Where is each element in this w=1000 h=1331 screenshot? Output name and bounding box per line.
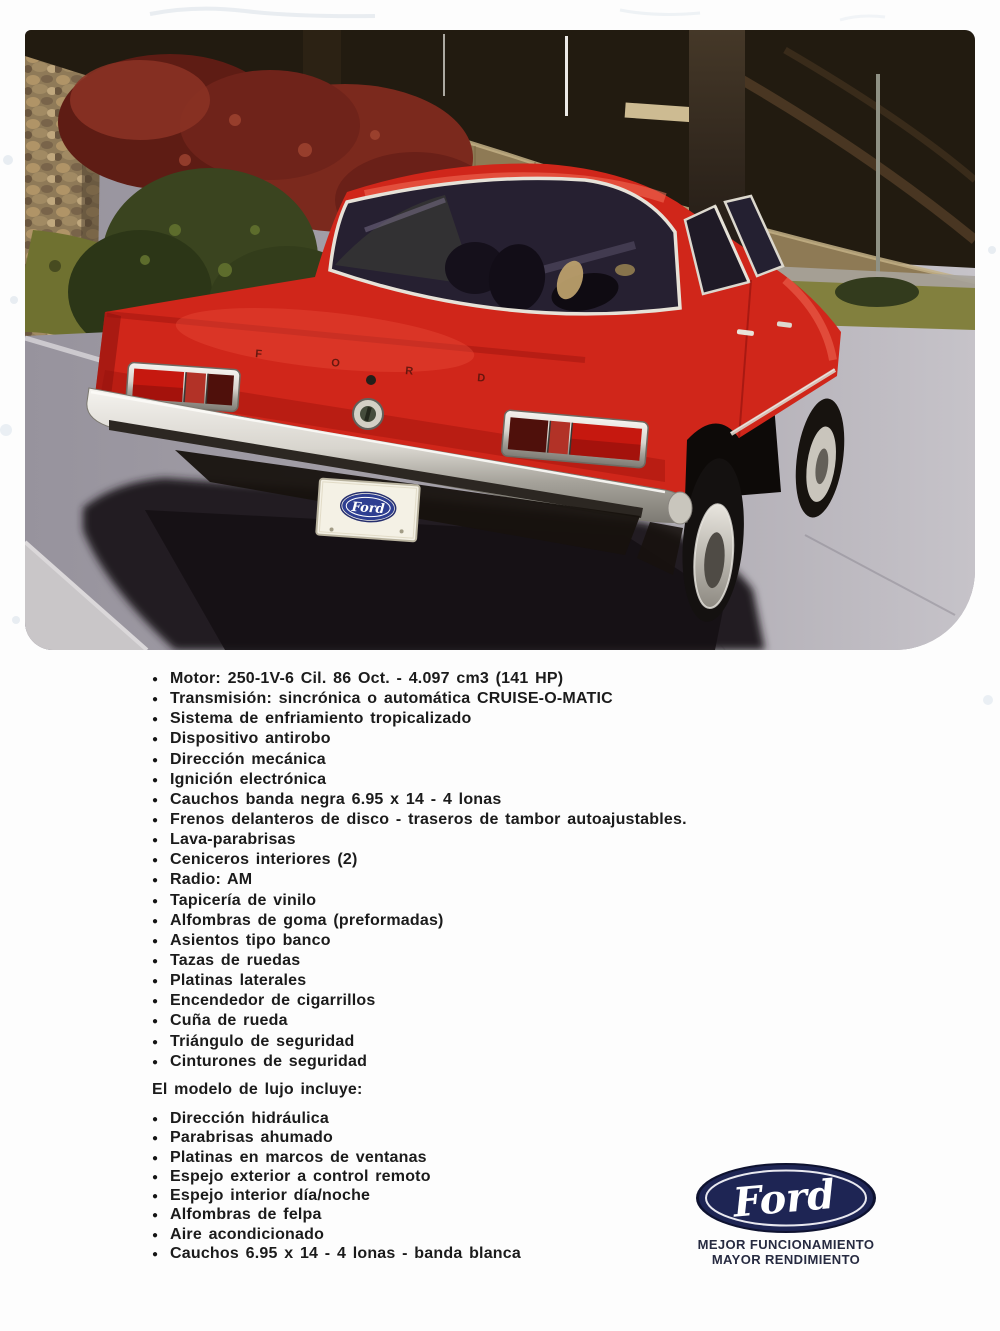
svg-text:R: R bbox=[404, 365, 414, 378]
svg-text:Ford: Ford bbox=[351, 499, 386, 518]
lux-item bbox=[152, 1128, 521, 1147]
spec-item bbox=[152, 911, 687, 931]
lux-item bbox=[152, 1148, 521, 1167]
spec-item bbox=[152, 971, 687, 991]
spec-item bbox=[152, 1052, 687, 1072]
spec-item bbox=[152, 669, 687, 689]
spec-item-label: Ceniceros interiores (2) bbox=[170, 851, 358, 869]
ford-brand-block bbox=[666, 1162, 906, 1267]
car-photo-scene bbox=[25, 30, 975, 650]
spec-item bbox=[152, 709, 687, 729]
spec-item bbox=[152, 790, 687, 810]
spec-item bbox=[152, 891, 687, 911]
svg-text:D: D bbox=[476, 372, 486, 385]
spec-item-label: Radio: AM bbox=[170, 871, 253, 889]
svg-text:F: F bbox=[254, 348, 263, 361]
lux-item bbox=[152, 1109, 521, 1128]
brand-slogan-line1: MEJOR FUNCIONAMIENTO bbox=[697, 1237, 875, 1252]
license-plate bbox=[316, 479, 420, 542]
spec-item-label: Cuña de rueda bbox=[170, 1012, 288, 1030]
spec-item-label: Sistema de enfriamiento tropicalizado bbox=[170, 710, 472, 728]
spec-item-label: Asientos tipo banco bbox=[170, 931, 331, 949]
spec-item bbox=[152, 729, 687, 749]
lux-item-label: Cauchos 6.95 x 14 - 4 lonas - banda blanca bbox=[170, 1245, 521, 1263]
brand-slogan-line2: MAYOR RENDIMIENTO bbox=[711, 1252, 861, 1267]
spec-item bbox=[152, 991, 687, 1011]
spec-item-label: Dirección mecánica bbox=[170, 750, 326, 768]
spec-item-label: Alfombras de goma (preformadas) bbox=[170, 911, 444, 929]
spec-item-label: Tapicería de vinilo bbox=[170, 891, 317, 909]
spec-item bbox=[152, 1011, 687, 1031]
lux-heading: El modelo de lujo incluye: bbox=[152, 1081, 363, 1098]
svg-text:O: O bbox=[330, 357, 341, 370]
ford-script: Ford bbox=[731, 1170, 837, 1227]
spec-item-label: Ignición electrónica bbox=[170, 770, 327, 788]
lux-item-label: Dirección hidráulica bbox=[170, 1110, 329, 1127]
lux-item-label: Alfombras de felpa bbox=[170, 1206, 322, 1224]
spec-item bbox=[152, 951, 687, 971]
spec-item-label: Encendedor de cigarrillos bbox=[170, 992, 376, 1010]
lux-item bbox=[152, 1244, 521, 1263]
spec-item-label: Transmisión: sincrónica o automática CRUISE-O-MATIC bbox=[170, 690, 613, 708]
trunk-lock-emblem bbox=[353, 399, 383, 429]
lux-item-label: Espejo exterior a control remoto bbox=[170, 1167, 431, 1185]
spec-item-label: Cauchos banda negra 6.95 x 14 - 4 lonas bbox=[170, 790, 502, 808]
lux-item-label: Aire acondicionado bbox=[170, 1225, 325, 1243]
spec-item-label: Triángulo de seguridad bbox=[170, 1032, 355, 1050]
lux-item bbox=[152, 1167, 521, 1186]
spec-item-label: Frenos delanteros de disco - traseros de tambor autoajustables. bbox=[170, 810, 687, 828]
spec-item bbox=[152, 931, 687, 951]
spec-item bbox=[152, 1032, 687, 1052]
spec-list bbox=[152, 669, 687, 1072]
spec-item bbox=[152, 870, 687, 890]
spec-item bbox=[152, 770, 687, 790]
ford-logo-icon bbox=[694, 1162, 878, 1234]
spec-item-label: Motor: 250-1V-6 Cil. 86 Oct. - 4.097 cm3 (141 HP) bbox=[170, 670, 564, 687]
spec-item-label: Tazas de ruedas bbox=[170, 951, 301, 969]
spec-item-label: Cinturones de seguridad bbox=[170, 1052, 368, 1070]
spec-item bbox=[152, 689, 687, 709]
lux-item-label: Espejo interior día/noche bbox=[170, 1187, 371, 1205]
lux-list bbox=[152, 1109, 521, 1263]
lux-item bbox=[152, 1205, 521, 1224]
car-photo bbox=[25, 30, 975, 650]
lux-item bbox=[152, 1186, 521, 1205]
lux-item bbox=[152, 1225, 521, 1244]
lux-item-label: Platinas en marcos de ventanas bbox=[170, 1148, 427, 1166]
spec-item-label: Platinas laterales bbox=[170, 972, 307, 990]
spec-item bbox=[152, 810, 687, 830]
spec-item-label: Dispositivo antirobo bbox=[170, 730, 331, 748]
spec-item bbox=[152, 750, 687, 770]
trunk-key-cylinder bbox=[366, 375, 376, 385]
lux-item-label: Parabrisas ahumado bbox=[170, 1129, 333, 1147]
spec-item-label: Lava-parabrisas bbox=[170, 831, 296, 849]
spec-item bbox=[152, 830, 687, 850]
spec-item bbox=[152, 850, 687, 870]
